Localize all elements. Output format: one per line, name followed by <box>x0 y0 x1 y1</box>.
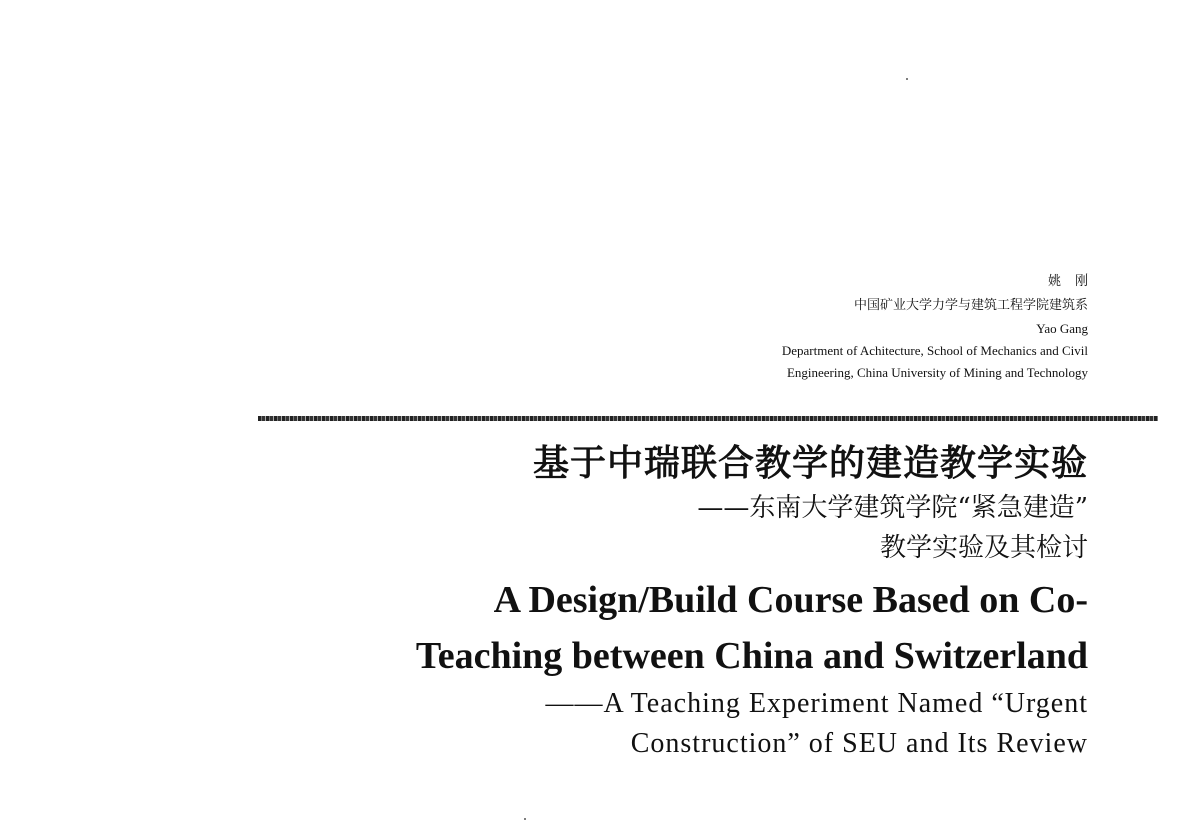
author-block <box>781 270 1102 384</box>
title-cn: 基于中瑞联合教学的建造教学实验 <box>532 443 1088 484</box>
affiliation-en-line1: Department of Achitecture, School of Mechanics and Civil <box>781 343 1088 358</box>
scan-speck <box>906 78 908 80</box>
subtitle-en-line1: ——A Teaching Experiment Named “Urgent <box>545 688 1088 719</box>
author-name-en: Yao Gang <box>1036 321 1088 336</box>
subtitle-en-line2: Construction” of SEU and Its Review <box>630 728 1088 759</box>
affiliation-cn: 中国矿业大学力学与建筑工程学院建筑系 <box>853 298 1088 313</box>
author-name-cn: 姚刚 <box>1047 274 1102 289</box>
scan-speck <box>524 818 526 820</box>
title-block <box>416 440 1088 764</box>
title-en-line1: A Design/Build Course Based on Co- <box>493 579 1088 621</box>
title-en-line2: Teaching between China and Switzerland <box>415 635 1088 677</box>
subtitle-cn-line1: ——东南大学建筑学院“紧急建造” <box>697 493 1088 523</box>
header-divider <box>258 416 1158 421</box>
subtitle-cn-line2: 教学实验及其检讨 <box>879 533 1088 563</box>
affiliation-en-line2: Engineering, China University of Mining and Technology <box>786 365 1088 380</box>
